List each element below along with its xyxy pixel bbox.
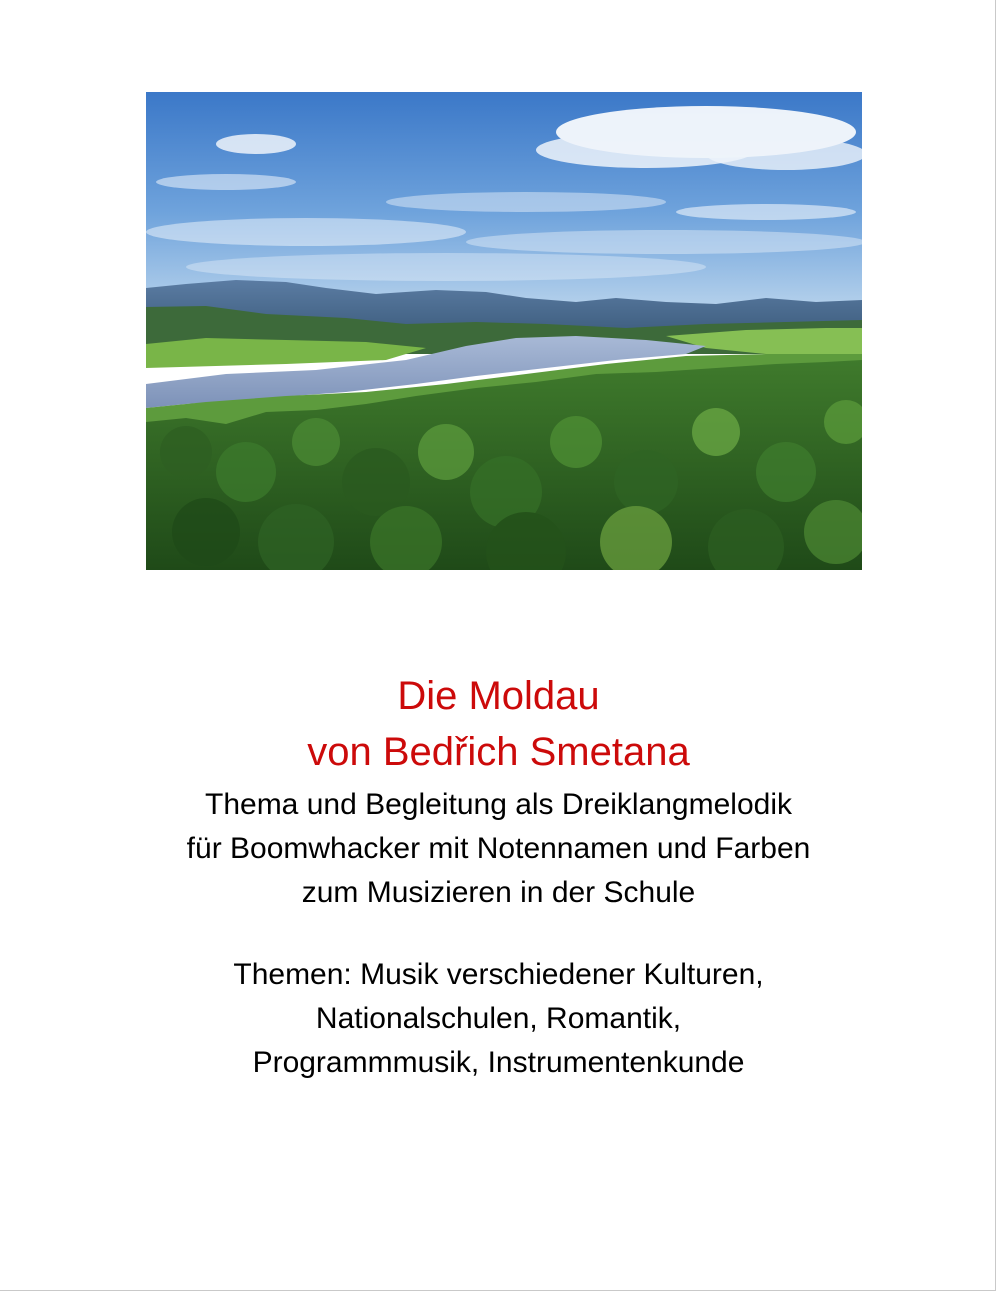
landscape-photo <box>146 92 862 570</box>
subtitle-line-3: zum Musizieren in der Schule <box>301 876 696 909</box>
topics-line-3: Programmmusik, Instrumentenkunde <box>252 1046 745 1079</box>
topics-line-1: Themen: Musik verschiedener Kulturen, <box>233 958 764 991</box>
document-subtitle <box>0 783 997 915</box>
title-line-2: von Bedřich Smetana <box>307 730 690 774</box>
topics-line-2: Nationalschulen, Romantik, <box>315 1002 682 1035</box>
subtitle-line-1: Thema und Begleitung als Dreiklangmelodik <box>205 788 792 821</box>
title-line-1: Die Moldau <box>397 674 600 718</box>
document-title <box>0 668 997 780</box>
subtitle-line-2: für Boomwhacker mit Notennamen und Farben <box>186 832 811 865</box>
topics-list <box>0 953 997 1085</box>
